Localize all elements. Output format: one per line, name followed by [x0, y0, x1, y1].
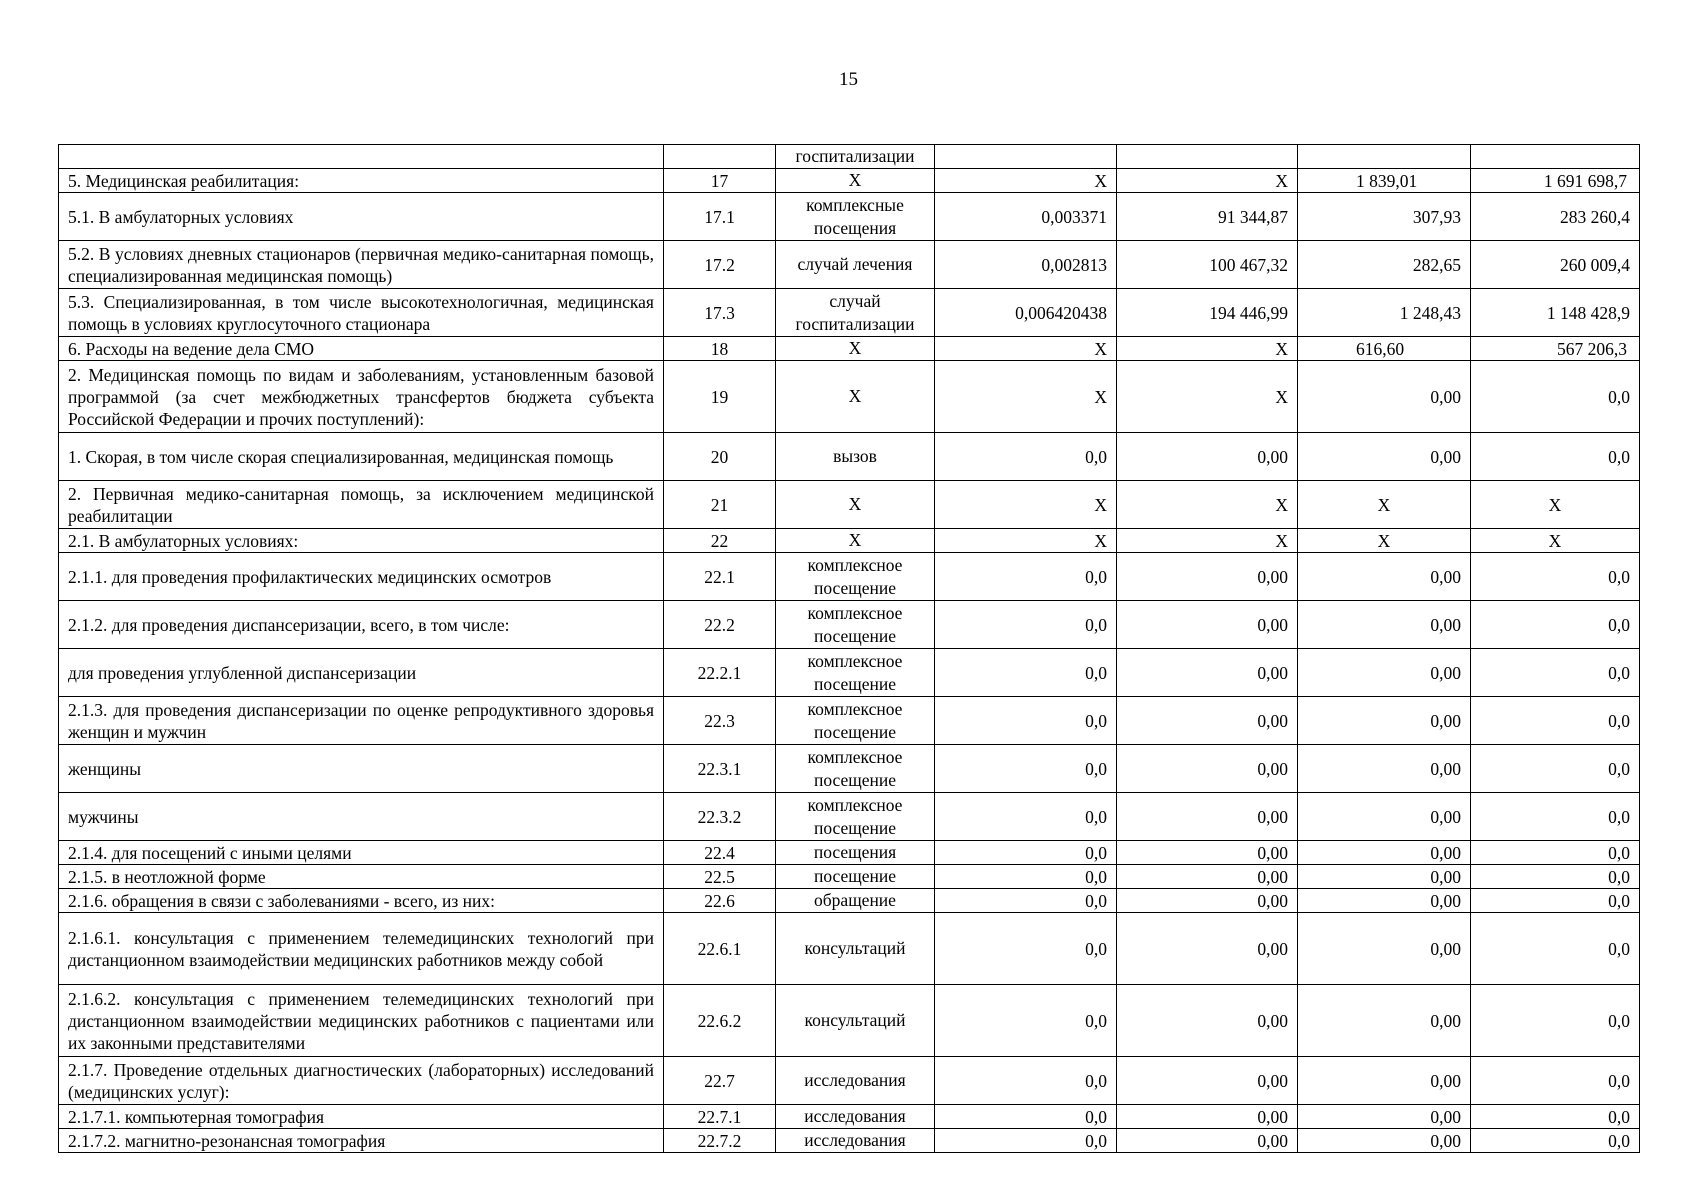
- row-unit-cell: исследования: [776, 1129, 935, 1153]
- row-code-cell: 22.4: [664, 841, 776, 865]
- table-row: [59, 601, 1640, 649]
- row-unit-cell: комплексное посещение: [776, 553, 935, 601]
- table-row: [59, 241, 1640, 289]
- row-unit-cell: случай госпитализации: [776, 289, 935, 337]
- row-value-cell: 0,0: [1471, 745, 1640, 793]
- table-row: [59, 865, 1640, 889]
- row-value-cell: 0,00: [1117, 553, 1298, 601]
- row-code-cell: 17.2: [664, 241, 776, 289]
- row-code-cell: 22: [664, 529, 776, 553]
- row-value-cell: [1117, 145, 1298, 169]
- row-name-cell: 5.1. В амбулаторных условиях: [59, 193, 664, 241]
- row-value-cell: Х: [1471, 481, 1640, 529]
- row-value-cell: 100 467,32: [1117, 241, 1298, 289]
- row-name-cell: для проведения углубленной диспансеризации: [59, 649, 664, 697]
- table-row: [59, 433, 1640, 481]
- row-code-cell: 22.7.2: [664, 1129, 776, 1153]
- table-row: [59, 793, 1640, 841]
- row-value-cell: 0,00: [1298, 841, 1471, 865]
- row-code-cell: 22.3.2: [664, 793, 776, 841]
- row-value-cell: 0,00: [1298, 601, 1471, 649]
- row-value-cell: 0,00: [1117, 745, 1298, 793]
- table-row: [59, 697, 1640, 745]
- row-value-cell: Х: [935, 529, 1117, 553]
- row-value-cell: 0,00: [1298, 1105, 1471, 1129]
- row-value-cell: 0,003371: [935, 193, 1117, 241]
- row-value-cell: 1 148 428,9: [1471, 289, 1640, 337]
- row-value-cell: 307,93: [1298, 193, 1471, 241]
- row-value-cell: 0,00: [1298, 793, 1471, 841]
- table-row: [59, 1105, 1640, 1129]
- row-code-cell: 17.3: [664, 289, 776, 337]
- table-body: [59, 145, 1640, 1153]
- row-value-cell: 0,0: [1471, 601, 1640, 649]
- row-unit-cell: консультаций: [776, 913, 935, 985]
- row-value-cell: 1 691 698,7: [1471, 169, 1640, 193]
- row-name-cell: 2.1.6.2. консультация с применением телемедицинских технологий при дистанционном взаимодействии медицинских работников с пациентами или их законными представителями: [59, 985, 664, 1057]
- row-code-cell: 22.6: [664, 889, 776, 913]
- row-unit-cell: Х: [776, 529, 935, 553]
- row-value-cell: Х: [1298, 529, 1471, 553]
- row-value-cell: Х: [935, 481, 1117, 529]
- row-unit-cell: исследования: [776, 1105, 935, 1129]
- row-value-cell: Х: [1298, 481, 1471, 529]
- table-row: [59, 361, 1640, 433]
- row-value-cell: 0,002813: [935, 241, 1117, 289]
- row-unit-cell: посещения: [776, 841, 935, 865]
- row-name-cell: мужчины: [59, 793, 664, 841]
- row-code-cell: 22.3.1: [664, 745, 776, 793]
- row-unit-cell: консультаций: [776, 985, 935, 1057]
- row-value-cell: [1471, 145, 1640, 169]
- row-value-cell: 0,00: [1117, 913, 1298, 985]
- row-value-cell: 0,00: [1117, 433, 1298, 481]
- row-name-cell: 2.1.4. для посещений с иными целями: [59, 841, 664, 865]
- row-value-cell: 0,0: [1471, 841, 1640, 865]
- row-value-cell: 0,0: [1471, 1129, 1640, 1153]
- row-unit-cell: вызов: [776, 433, 935, 481]
- row-unit-cell: Х: [776, 169, 935, 193]
- row-name-cell: 2.1. В амбулаторных условиях:: [59, 529, 664, 553]
- row-value-cell: 0,00: [1298, 1129, 1471, 1153]
- row-value-cell: 0,00: [1117, 601, 1298, 649]
- row-value-cell: 0,0: [935, 649, 1117, 697]
- row-unit-cell: Х: [776, 361, 935, 433]
- row-value-cell: 0,00: [1117, 1105, 1298, 1129]
- table-row: [59, 169, 1640, 193]
- row-value-cell: 0,0: [935, 985, 1117, 1057]
- row-value-cell: 0,0: [935, 1057, 1117, 1105]
- table-row: [59, 649, 1640, 697]
- row-value-cell: 0,00: [1298, 1057, 1471, 1105]
- row-name-cell: 2.1.3. для проведения диспансеризации по оценке репродуктивного здоровья женщин и мужчин: [59, 697, 664, 745]
- row-code-cell: 19: [664, 361, 776, 433]
- row-value-cell: 0,0: [935, 913, 1117, 985]
- row-value-cell: 0,0: [1471, 433, 1640, 481]
- row-name-cell: 5. Медицинская реабилитация:: [59, 169, 664, 193]
- row-unit-cell: случай лечения: [776, 241, 935, 289]
- row-value-cell: 0,00: [1298, 913, 1471, 985]
- row-name-cell: 5.2. В условиях дневных стационаров (первичная медико-санитарная помощь, специализированная медицинская помощь): [59, 241, 664, 289]
- row-value-cell: 0,0: [1471, 553, 1640, 601]
- row-value-cell: 616,60: [1298, 337, 1471, 361]
- row-value-cell: 0,00: [1117, 865, 1298, 889]
- row-value-cell: Х: [1117, 169, 1298, 193]
- row-value-cell: [1298, 145, 1471, 169]
- row-value-cell: 0,0: [1471, 361, 1640, 433]
- row-value-cell: 0,0: [1471, 985, 1640, 1057]
- row-value-cell: 0,0: [935, 793, 1117, 841]
- row-name-cell: женщины: [59, 745, 664, 793]
- row-unit-cell: госпитализации: [776, 145, 935, 169]
- row-code-cell: 22.7: [664, 1057, 776, 1105]
- row-unit-cell: комплексные посещения: [776, 193, 935, 241]
- row-value-cell: 567 206,3: [1471, 337, 1640, 361]
- row-value-cell: 0,006420438: [935, 289, 1117, 337]
- row-unit-cell: Х: [776, 481, 935, 529]
- row-unit-cell: комплексное посещение: [776, 793, 935, 841]
- row-value-cell: 0,0: [1471, 889, 1640, 913]
- row-code-cell: 22.2: [664, 601, 776, 649]
- row-unit-cell: комплексное посещение: [776, 649, 935, 697]
- row-value-cell: 0,0: [935, 841, 1117, 865]
- row-value-cell: Х: [935, 337, 1117, 361]
- row-value-cell: 0,0: [1471, 1105, 1640, 1129]
- row-name-cell: 2.1.6. обращения в связи с заболеваниями - всего, из них:: [59, 889, 664, 913]
- row-name-cell: 5.3. Специализированная, в том числе высокотехнологичная, медицинская помощь в условиях круглосуточного стационара: [59, 289, 664, 337]
- row-value-cell: 0,0: [1471, 649, 1640, 697]
- row-code-cell: 22.1: [664, 553, 776, 601]
- row-code-cell: 22.2.1: [664, 649, 776, 697]
- table-row: [59, 985, 1640, 1057]
- row-code-cell: 22.3: [664, 697, 776, 745]
- row-value-cell: 0,0: [1471, 697, 1640, 745]
- row-code-cell: 18: [664, 337, 776, 361]
- row-code-cell: [664, 145, 776, 169]
- row-value-cell: 0,0: [935, 1105, 1117, 1129]
- row-name-cell: 2.1.2. для проведения диспансеризации, всего, в том числе:: [59, 601, 664, 649]
- row-unit-cell: обращение: [776, 889, 935, 913]
- row-name-cell: 2.1.7.2. магнитно-резонансная томография: [59, 1129, 664, 1153]
- row-name-cell: 2.1.6.1. консультация с применением телемедицинских технологий при дистанционном взаимодействии медицинских работников между собой: [59, 913, 664, 985]
- row-code-cell: 22.7.1: [664, 1105, 776, 1129]
- row-value-cell: 0,00: [1117, 1057, 1298, 1105]
- row-code-cell: 22.6.2: [664, 985, 776, 1057]
- table-row: [59, 481, 1640, 529]
- page-number: 15: [839, 69, 858, 90]
- table-row: [59, 289, 1640, 337]
- table-row: [59, 841, 1640, 865]
- row-value-cell: 0,0: [1471, 913, 1640, 985]
- row-value-cell: 0,00: [1117, 697, 1298, 745]
- table-row: [59, 913, 1640, 985]
- row-value-cell: Х: [935, 361, 1117, 433]
- row-value-cell: 1 839,01: [1298, 169, 1471, 193]
- row-value-cell: Х: [1117, 529, 1298, 553]
- row-name-cell: 2.1.7. Проведение отдельных диагностических (лабораторных) исследований (медицинских услуг):: [59, 1057, 664, 1105]
- row-code-cell: 20: [664, 433, 776, 481]
- row-value-cell: 0,00: [1298, 649, 1471, 697]
- row-value-cell: 0,00: [1298, 697, 1471, 745]
- row-value-cell: 0,00: [1298, 361, 1471, 433]
- row-value-cell: 0,00: [1117, 793, 1298, 841]
- row-value-cell: 0,0: [935, 553, 1117, 601]
- row-value-cell: 0,00: [1298, 889, 1471, 913]
- row-unit-cell: посещение: [776, 865, 935, 889]
- row-value-cell: 282,65: [1298, 241, 1471, 289]
- row-value-cell: 0,00: [1117, 841, 1298, 865]
- row-code-cell: 17.1: [664, 193, 776, 241]
- table-row: [59, 553, 1640, 601]
- row-value-cell: 1 248,43: [1298, 289, 1471, 337]
- financing-table: [58, 144, 1640, 1153]
- row-value-cell: 0,00: [1298, 553, 1471, 601]
- table-row: [59, 889, 1640, 913]
- row-name-cell: 2.1.5. в неотложной форме: [59, 865, 664, 889]
- row-value-cell: 0,00: [1117, 985, 1298, 1057]
- row-name-cell: 2. Первичная медико-санитарная помощь, за исключением медицинской реабилитации: [59, 481, 664, 529]
- row-value-cell: 0,0: [1471, 865, 1640, 889]
- row-value-cell: 0,0: [1471, 793, 1640, 841]
- row-unit-cell: комплексное посещение: [776, 745, 935, 793]
- row-value-cell: 0,00: [1298, 985, 1471, 1057]
- row-name-cell: 2.1.7.1. компьютерная томография: [59, 1105, 664, 1129]
- row-value-cell: 283 260,4: [1471, 193, 1640, 241]
- row-value-cell: 0,00: [1117, 889, 1298, 913]
- row-code-cell: 21: [664, 481, 776, 529]
- row-code-cell: 22.6.1: [664, 913, 776, 985]
- table-row: [59, 529, 1640, 553]
- row-name-cell: 6. Расходы на ведение дела СМО: [59, 337, 664, 361]
- row-value-cell: Х: [935, 169, 1117, 193]
- row-value-cell: 0,0: [935, 745, 1117, 793]
- row-value-cell: 0,0: [935, 1129, 1117, 1153]
- row-value-cell: Х: [1117, 481, 1298, 529]
- table-row: [59, 1057, 1640, 1105]
- row-unit-cell: комплексное посещение: [776, 697, 935, 745]
- row-value-cell: Х: [1117, 361, 1298, 433]
- row-value-cell: 0,00: [1298, 433, 1471, 481]
- row-unit-cell: исследования: [776, 1057, 935, 1105]
- table-row: [59, 193, 1640, 241]
- row-value-cell: 0,0: [935, 601, 1117, 649]
- row-value-cell: 0,0: [935, 889, 1117, 913]
- row-name-cell: 2.1.1. для проведения профилактических медицинских осмотров: [59, 553, 664, 601]
- row-unit-cell: Х: [776, 337, 935, 361]
- row-code-cell: 17: [664, 169, 776, 193]
- row-value-cell: Х: [1117, 337, 1298, 361]
- row-unit-cell: комплексное посещение: [776, 601, 935, 649]
- row-value-cell: 0,00: [1117, 649, 1298, 697]
- row-name-cell: 1. Скорая, в том числе скорая специализированная, медицинская помощь: [59, 433, 664, 481]
- row-name-cell: [59, 145, 664, 169]
- table-row: [59, 337, 1640, 361]
- table-row: [59, 145, 1640, 169]
- row-value-cell: 0,0: [935, 433, 1117, 481]
- row-value-cell: 0,0: [935, 865, 1117, 889]
- row-value-cell: 0,0: [1471, 1057, 1640, 1105]
- row-name-cell: 2. Медицинская помощь по видам и заболеваниям, установленным базовой программой (за счет межбюджетных трансфертов бюджета субъекта Российской Федерации и прочих поступлений):: [59, 361, 664, 433]
- row-value-cell: 0,0: [935, 697, 1117, 745]
- table-row: [59, 1129, 1640, 1153]
- table-row: [59, 745, 1640, 793]
- row-value-cell: [935, 145, 1117, 169]
- row-code-cell: 22.5: [664, 865, 776, 889]
- row-value-cell: 260 009,4: [1471, 241, 1640, 289]
- row-value-cell: 91 344,87: [1117, 193, 1298, 241]
- row-value-cell: 0,00: [1117, 1129, 1298, 1153]
- row-value-cell: 0,00: [1298, 745, 1471, 793]
- row-value-cell: 194 446,99: [1117, 289, 1298, 337]
- row-value-cell: Х: [1471, 529, 1640, 553]
- row-value-cell: 0,00: [1298, 865, 1471, 889]
